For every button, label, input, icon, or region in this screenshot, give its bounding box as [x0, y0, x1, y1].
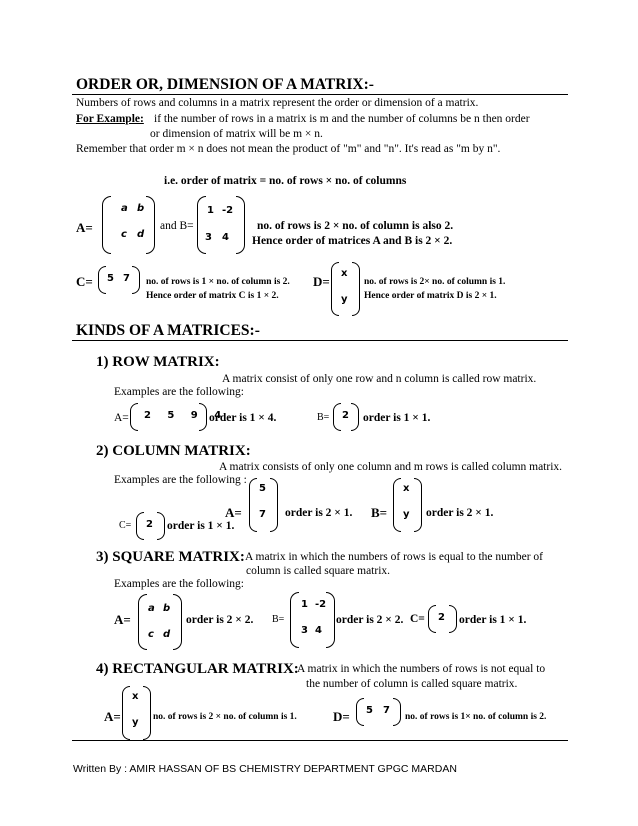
col-c-value: 2 [146, 519, 153, 530]
matrix-cell: 7 [383, 705, 390, 716]
bracket-left [98, 266, 106, 294]
col-b-label: B= [371, 505, 388, 520]
bracket-right [143, 686, 151, 740]
heading-rule [72, 340, 568, 341]
bracket-right [414, 478, 422, 532]
matrix-cell: 7 [123, 273, 130, 284]
c-note-1: no. of rows is 1 × no. of column is 2. [146, 277, 290, 287]
footer-rule [72, 740, 568, 741]
rect-matrix-title: 4) RECTANGULAR MATRIX: [96, 661, 299, 677]
matrix-cell: b [137, 203, 145, 214]
matrix-cell: 5 [366, 705, 373, 716]
bracket-left [197, 196, 206, 254]
matrix-cell: 1 [301, 599, 308, 610]
col-a-cell: 7 [259, 509, 266, 520]
bracket-right [157, 512, 165, 540]
row-matrix-examples: Examples are the following: [114, 386, 244, 398]
col-b-cell: y [403, 509, 410, 520]
bracket-left [290, 592, 299, 648]
matrix-cell: -2 [315, 599, 327, 610]
col-a-cell: 5 [259, 483, 266, 494]
footer-text: Written By : AMIR HASSAN OF BS CHEMISTRY DEPARTMENT GPGC MARDAN [73, 763, 457, 775]
bracket-right [449, 605, 457, 633]
example-text-2: or dimension of matrix will be m × n. [150, 128, 323, 140]
row-b-value: 2 [342, 410, 349, 421]
remember-text: Remember that order m × n does not mean the product of "m" and "n". It's read as "m by n". [76, 143, 501, 155]
bracket-right [132, 266, 140, 294]
bracket-left [130, 403, 138, 431]
rect-matrix-desc-2: the number of column is called square matrix. [306, 678, 518, 690]
column-matrix-examples: Examples are the following : [114, 474, 247, 486]
matrix-c-label: C= [76, 274, 93, 289]
bracket-right [326, 592, 335, 648]
rect-d-label: D= [333, 709, 350, 724]
rect-a-cell: x [132, 691, 139, 702]
col-c-order: order is 1 × 1. [167, 520, 235, 532]
d-note-1: no. of rows is 2× no. of column is 1. [364, 277, 506, 287]
bracket-right [146, 196, 155, 254]
col-a-order: order is 2 × 1. [285, 507, 353, 519]
example-label: For Example: [76, 113, 144, 125]
square-matrix-examples: Examples are the following: [114, 578, 244, 590]
matrix-cell: x [341, 268, 348, 279]
bracket-left [333, 403, 341, 431]
matrix-a-label: A= [76, 220, 93, 235]
rect-a-cell: y [132, 717, 139, 728]
bracket-right [352, 262, 360, 316]
row-b-order: order is 1 × 1. [363, 412, 431, 424]
bracket-right [173, 594, 182, 650]
ab-note-1: no. of rows is 2 × no. of column is also 2. [257, 220, 454, 232]
matrix-cell: 1 [207, 205, 214, 216]
sq-c-label: C= [410, 613, 425, 625]
column-matrix-title: 2) COLUMN MATRIX: [96, 443, 251, 459]
bracket-left [136, 512, 144, 540]
matrix-cell: 4 [222, 232, 229, 243]
col-b-order: order is 2 × 1. [426, 507, 494, 519]
row-matrix-desc: A matrix consist of only one row and n column is called row matrix. [222, 373, 537, 385]
example-text-1: if the number of rows in a matrix is m and the number of columns be n then order [154, 113, 530, 125]
square-matrix-title: 3) SQUARE MATRIX: [96, 549, 245, 565]
section-heading-kinds: KINDS OF A MATRICES:- [76, 322, 260, 339]
matrix-cell: d [137, 229, 145, 240]
col-b-cell: x [403, 483, 410, 494]
row-b-label: B= [317, 412, 330, 423]
matrix-cell: 3 [205, 232, 212, 243]
matrix-cell: b [163, 603, 171, 614]
row-matrix-title: 1) ROW MATRIX: [96, 354, 220, 370]
matrix-cell: y [341, 294, 348, 305]
section-heading-order: ORDER OR, DIMENSION OF A MATRIX:- [76, 76, 374, 93]
rect-a-note: no. of rows is 2 × no. of column is 1. [153, 712, 297, 722]
matrix-cell: a [148, 603, 155, 614]
rect-a-label: A= [104, 709, 121, 724]
ab-note-2: Hence order of matrices A and B is 2 × 2. [252, 235, 453, 247]
matrix-cell: -2 [222, 205, 234, 216]
intro-text: Numbers of rows and columns in a matrix represent the order or dimension of a matrix. [76, 97, 479, 109]
col-a-label: A= [225, 505, 242, 520]
ie-formula: i.e. order of matrix = no. of rows × no. of columns [164, 175, 407, 187]
bracket-left [356, 698, 364, 726]
matrix-cell: c [121, 229, 127, 240]
bracket-left [249, 478, 257, 532]
bracket-right [199, 403, 207, 431]
d-note-2: Hence order of matrix D is 2 × 1. [364, 291, 497, 301]
row-a-values: 2 5 9 4 [144, 410, 222, 421]
matrix-d-label: D= [313, 274, 330, 289]
row-a-order: order is 1 × 4. [209, 412, 277, 424]
bracket-right [270, 478, 278, 532]
bracket-left [138, 594, 147, 650]
matrix-cell: 5 [107, 273, 114, 284]
rect-d-note: no. of rows is 1× no. of column is 2. [405, 712, 547, 722]
square-matrix-desc-2: column is called square matrix. [246, 565, 391, 577]
matrix-cell: 3 [301, 625, 308, 636]
sq-b-label: B= [272, 614, 285, 625]
matrix-cell: d [163, 629, 171, 640]
rect-matrix-desc-1: A matrix in which the numbers of rows is not equal to [297, 663, 546, 675]
bracket-left [428, 605, 436, 633]
row-a-label: A= [114, 412, 129, 424]
c-note-2: Hence order of matrix C is 1 × 2. [146, 291, 279, 301]
square-matrix-desc-1: A matrix in which the numbers of rows is equal to the number of [245, 551, 543, 563]
column-matrix-desc: A matrix consists of only one column and m rows is called column matrix. [219, 461, 563, 473]
bracket-left [102, 196, 111, 254]
bracket-right [236, 196, 245, 254]
matrix-cell: a [121, 203, 128, 214]
sq-c-order: order is 1 × 1. [459, 614, 527, 626]
and-b-label: and B= [160, 220, 194, 232]
sq-b-order: order is 2 × 2. [336, 614, 404, 626]
heading-rule [72, 94, 568, 95]
sq-a-order: order is 2 × 2. [186, 614, 254, 626]
bracket-left [393, 478, 401, 532]
bracket-right [351, 403, 359, 431]
col-c-label: C= [119, 520, 132, 531]
sq-a-label: A= [114, 612, 131, 627]
bracket-left [122, 686, 130, 740]
bracket-left [331, 262, 339, 316]
bracket-right [393, 698, 401, 726]
matrix-cell: c [148, 629, 154, 640]
sq-c-value: 2 [438, 612, 445, 623]
matrix-cell: 4 [315, 625, 322, 636]
